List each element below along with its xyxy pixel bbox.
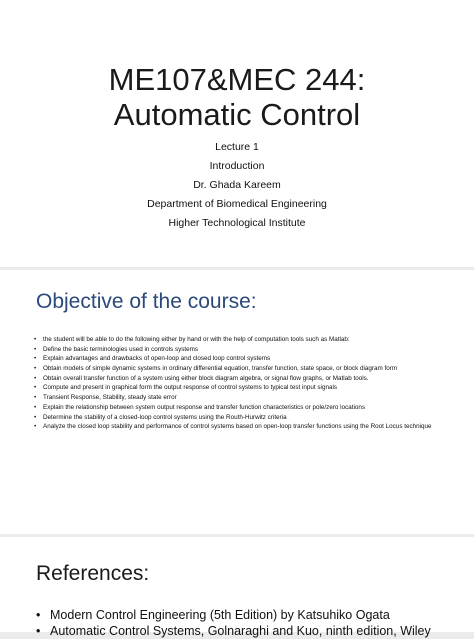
- bullet: •: [34, 403, 37, 411]
- references-slide: [0, 537, 474, 638]
- course-title: [0, 62, 474, 132]
- list-item: [34, 394, 444, 401]
- list-item-text: Obtain models of simple dynamic systems in ordinary differential equation, transfer function, state space, or block diagram form: [43, 365, 398, 373]
- list-item-text: Explain advantages and drawbacks of open-loop and closed loop control systems: [43, 355, 271, 363]
- bullet: •: [34, 345, 37, 353]
- bullet: •: [34, 394, 37, 402]
- list-item-text: Determine the stability of a closed-loop control systems using the Routh-Hurwitz criteria: [43, 413, 287, 421]
- list-item: [34, 414, 444, 421]
- list-item: [34, 384, 444, 391]
- list-item-text: Transient Response, Stability, steady state error: [43, 394, 177, 402]
- objectives-slide: [0, 270, 474, 534]
- department-name: Department of Biomedical Engineering: [147, 198, 327, 210]
- list-item-text: the student will be able to do the following either by hand or with the help of computation tools such as Matlab:: [43, 336, 350, 343]
- list-item: [34, 423, 444, 430]
- objectives-title: Objective of the course:: [36, 290, 257, 313]
- lecture-topic: Introduction: [209, 160, 265, 172]
- bullet: •: [34, 374, 37, 382]
- bullet: •: [34, 384, 37, 392]
- instructor-name: Dr. Ghada Kareem: [193, 179, 281, 191]
- list-item: [34, 404, 444, 411]
- bullet: •: [34, 423, 37, 431]
- list-item-text: Define the basic terminologies used in controls systems: [43, 345, 199, 353]
- list-item-text: Explain the relationship between system output response and transfer function characteristics or pole/zero locations: [43, 403, 366, 411]
- course-title-line2: Automatic Control: [113, 97, 361, 132]
- list-item-text: Modern Control Engineering (5th Edition) by Katsuhiko Ogata: [50, 608, 390, 622]
- objectives-list: [34, 336, 444, 433]
- references-list: [36, 607, 466, 639]
- bullet: •: [34, 413, 37, 421]
- list-item-text: Automatic Control Systems, Golnaraghi and Kuo, ninth edition, Wiley: [50, 624, 431, 638]
- lecture-number: Lecture 1: [215, 141, 259, 153]
- bullet: •: [34, 355, 37, 363]
- list-item: [36, 607, 466, 623]
- title-slide: [0, 0, 474, 267]
- list-item: [34, 375, 444, 382]
- list-item: [36, 623, 466, 639]
- list-item: [34, 346, 444, 353]
- course-title-line1: ME107&MEC 244:: [108, 62, 366, 97]
- references-title: References:: [36, 562, 150, 585]
- list-item-text: Compute and present in graphical form the output response of control systems to typical test input signals: [43, 384, 338, 392]
- bullet: •: [34, 365, 37, 373]
- list-item-text: Analyze the closed loop stability and performance of control systems based on open-loop transfer functions using the Root Locus technique: [43, 423, 432, 431]
- list-item: [34, 365, 444, 372]
- list-item: [34, 355, 444, 362]
- bullet: •: [36, 608, 41, 622]
- list-item-text: Obtain overall transfer function of a system using either block diagram algebra, or signal flow graphs, or Matlab tools.: [43, 374, 369, 382]
- list-item: [34, 336, 444, 343]
- institute-name: Higher Technological Institute: [168, 217, 306, 229]
- bullet: •: [34, 336, 37, 343]
- bullet: •: [36, 624, 41, 638]
- lecture-info: [0, 138, 474, 233]
